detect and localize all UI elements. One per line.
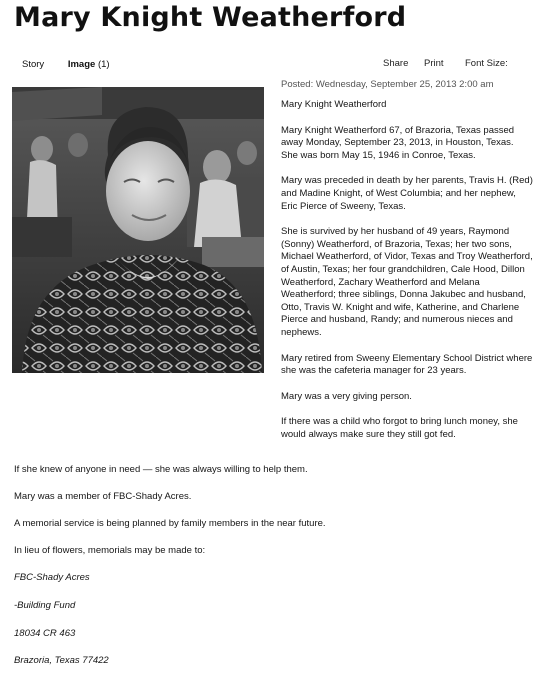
print-link[interactable]: Print bbox=[424, 58, 444, 69]
paragraph-heading: Mary Knight Weatherford bbox=[281, 99, 387, 110]
obituary-photo[interactable] bbox=[12, 87, 264, 373]
address-line: 18034 CR 463 bbox=[14, 628, 76, 639]
paragraph-preceded: Mary was preceded in death by her parents, Travis H. (Red) and Madine Knight, of West Columbia; and her nephew, Eric Pierce of Sweeny, Texas. bbox=[281, 175, 533, 212]
portrait-image bbox=[12, 87, 264, 373]
tab-image-label: Image bbox=[67, 59, 96, 70]
paragraph-flowers: In lieu of flowers, memorials may be made to: bbox=[14, 545, 206, 556]
tab-story[interactable]: Story bbox=[22, 59, 45, 70]
paragraph-member: Mary was a member of FBC-Shady Acres. bbox=[14, 491, 192, 502]
story-tabs bbox=[22, 59, 131, 70]
page-title: Mary Knight Weatherford bbox=[14, 2, 407, 33]
address-line: FBC-Shady Acres bbox=[14, 572, 90, 583]
paragraph-lunch: If there was a child who forgot to bring lunch money, she would always make sure they still got fed. bbox=[281, 416, 518, 440]
paragraph-memorial: A memorial service is being planned by family members in the near future. bbox=[14, 518, 326, 529]
font-size-control[interactable]: Font Size: bbox=[465, 58, 508, 69]
paragraph-help: If she knew of anyone in need — she was always willing to help them. bbox=[14, 464, 308, 475]
address-line: Brazoria, Texas 77422 bbox=[14, 655, 109, 666]
image-count: (1) bbox=[97, 59, 110, 70]
tab-image[interactable] bbox=[68, 59, 110, 70]
posted-date: Posted: Wednesday, September 25, 2013 2:00 am bbox=[281, 79, 494, 90]
address-line: -Building Fund bbox=[14, 600, 76, 611]
paragraph-intro: Mary Knight Weatherford 67, of Brazoria, Texas passed away Monday, September 23, 2013, in Houston, Texas. She was born May 15, 1946 in Conroe, Texas. bbox=[281, 124, 515, 161]
obituary-body-column bbox=[281, 99, 533, 454]
paragraph-giving: Mary was a very giving person. bbox=[281, 390, 412, 402]
paragraph-retired: Mary retired from Sweeny Elementary School District where she was the cafeteria manager for 23 years. bbox=[281, 352, 533, 377]
paragraph-survived: She is survived by her husband of 49 years, Raymond (Sonny) Weatherford, of Brazoria, Texas; her two sons, Michael Weatherford, of Vidor, Texas and Troy Weatherford, of Austin, Texas; her four grandchildren, Cale Hood, Dillon Weatherford, Zachary Weatherford and Melana Weatherford; three siblings, Donna Jakubec and husband, Otto, Travis W. Knight and wife, Katherine, and Charlene Pierce and husband, Randy; and numerous nieces and nephews. bbox=[281, 226, 533, 338]
share-link[interactable]: Share bbox=[383, 58, 409, 69]
